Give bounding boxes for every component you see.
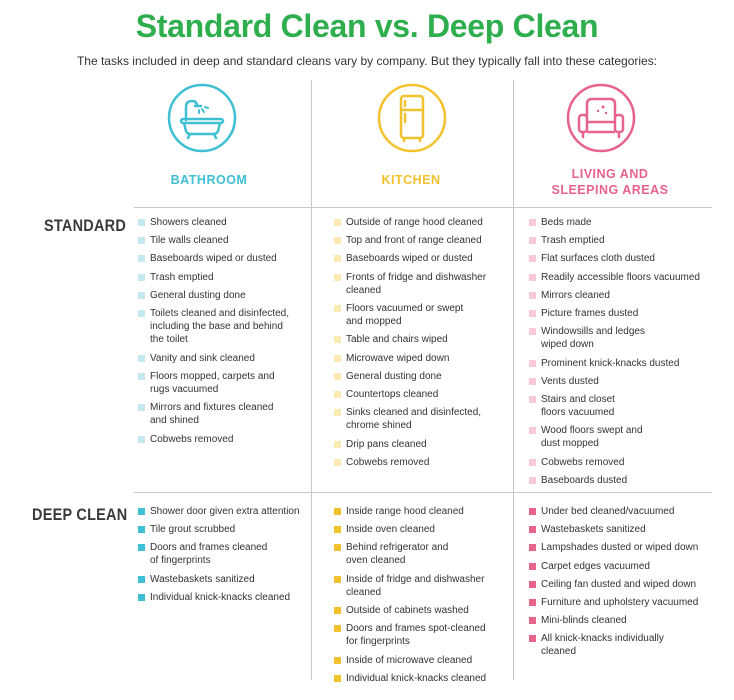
bullet-square	[529, 459, 536, 466]
bullet-square	[529, 310, 536, 317]
list-item-text: Readily accessible floors vacuumed	[541, 271, 700, 283]
list-item	[529, 474, 627, 487]
list-item	[334, 456, 429, 469]
bullet-square	[138, 274, 145, 281]
list-item-text: Floors mopped, carpets and	[150, 370, 275, 382]
bullet-square	[529, 581, 536, 588]
list-item	[138, 573, 255, 586]
column-heading-bathroom-label: BATHROOM	[170, 173, 248, 187]
list-item	[334, 505, 464, 518]
list-item-text: Stairs and closet	[541, 394, 615, 405]
list-item-text: General dusting done	[150, 289, 246, 301]
list-item	[138, 401, 273, 427]
list-item	[334, 541, 448, 567]
bullet-square	[138, 373, 145, 380]
list-item-text: Beds made	[541, 217, 592, 228]
list-item	[334, 388, 438, 401]
list-item	[138, 252, 277, 265]
list-item-text: Ceiling fan dusted and wiped down	[541, 578, 697, 590]
bullet-square	[529, 544, 536, 551]
bullet-square	[334, 409, 341, 416]
bullet-square	[529, 508, 536, 515]
bullet-square	[334, 373, 341, 380]
bullet-square	[529, 477, 536, 484]
bullet-square	[138, 310, 145, 317]
list-item	[138, 271, 214, 284]
column-heading-living	[520, 166, 700, 198]
list-item-text: Flat surfaces cloth dusted	[541, 253, 655, 265]
list-item-text: Outside of cabinets washed	[346, 605, 469, 617]
list-item-text: Under bed cleaned/vacuumed	[541, 506, 675, 517]
list-item-text: rugs vacuumed	[150, 383, 219, 395]
list-item	[138, 523, 235, 536]
list-item-text: Baseboards wiped or dusted	[346, 253, 473, 265]
list-item-text: Outside of range hood cleaned	[346, 217, 483, 228]
bullet-square	[529, 526, 536, 533]
bullet-square	[334, 336, 341, 343]
bullet-square	[529, 219, 536, 226]
column-heading-kitchen-label: KITCHEN	[381, 173, 441, 187]
list-item-text: Countertops cleaned	[346, 389, 439, 400]
list-item	[334, 271, 486, 297]
list-item	[529, 252, 655, 265]
list-item	[334, 523, 435, 536]
bullet-square	[529, 617, 536, 624]
list-item	[334, 573, 484, 599]
list-item	[529, 307, 638, 320]
list-item	[529, 375, 599, 388]
column-heading-living-line2: SLEEPING AREAS	[551, 183, 669, 197]
bathtub-icon	[166, 82, 238, 154]
list-item-text: Table and chairs wiped	[346, 334, 448, 346]
list-item-text: cleaned	[346, 284, 382, 296]
list-item	[529, 632, 664, 658]
list-item-text: Fronts of fridge and dishwasher	[346, 271, 487, 283]
bullet-square	[529, 635, 536, 642]
bullet-square	[334, 391, 341, 398]
bullet-square	[529, 328, 536, 335]
list-item	[138, 216, 227, 229]
bullet-square	[529, 563, 536, 570]
list-item	[138, 505, 300, 518]
list-item-text: Wastebaskets sanitized	[541, 524, 646, 536]
fridge-icon	[376, 82, 448, 154]
list-item	[138, 591, 290, 604]
list-item-text: General dusting done	[346, 370, 442, 382]
list-item-text: of fingerprints	[150, 555, 211, 567]
list-item	[334, 672, 486, 685]
list-item	[334, 622, 486, 648]
bullet-square	[334, 219, 341, 226]
list-item	[529, 578, 696, 591]
bullet-square	[334, 544, 341, 551]
bullet-square	[334, 508, 341, 515]
list-item-text: Top and front of range cleaned	[346, 235, 482, 247]
list-item-text: cleaned	[541, 646, 577, 658]
list-item	[529, 424, 643, 450]
list-item-text: Prominent knick-knacks dusted	[541, 357, 680, 369]
bullet-square	[138, 292, 145, 299]
bullet-square	[529, 255, 536, 262]
list-item	[334, 438, 427, 451]
page-title: Standard Clean vs. Deep Clean	[135, 8, 599, 44]
list-item-text: Cobwebs removed	[150, 433, 234, 445]
list-item	[138, 234, 229, 247]
list-item	[529, 596, 698, 609]
list-item-text: Inside oven cleaned	[346, 524, 435, 536]
list-item-text: Mirrors cleaned	[541, 289, 610, 301]
list-item	[334, 252, 473, 265]
list-item-text: All knick-knacks individually	[541, 633, 664, 645]
bullet-square	[529, 360, 536, 367]
bullet-square	[138, 404, 145, 411]
list-item	[334, 406, 481, 432]
list-item-text: Tile grout scrubbed	[150, 524, 236, 536]
list-item	[334, 302, 463, 328]
list-item	[529, 456, 624, 469]
list-item-text: oven cleaned	[346, 555, 406, 567]
row-divider	[134, 492, 712, 493]
column-heading-bathroom	[134, 172, 284, 188]
list-item-text: Cobwebs removed	[541, 456, 625, 468]
list-item	[334, 234, 482, 247]
list-item-text: Furniture and upholstery vacuumed	[541, 597, 699, 608]
list-item-text: Inside range hood cleaned	[346, 506, 464, 517]
list-item-text: wiped down	[541, 339, 594, 351]
list-item-text: Baseboards wiped or dusted	[150, 253, 277, 265]
column-heading-kitchen	[336, 172, 486, 188]
list-item-text: Individual knick-knacks cleaned	[346, 673, 487, 684]
bullet-square	[529, 292, 536, 299]
bullet-square	[529, 396, 536, 403]
bullet-square	[334, 459, 341, 466]
row-label-deep: DEEP CLEAN	[32, 505, 128, 524]
list-item	[334, 370, 442, 383]
bullet-square	[529, 274, 536, 281]
bullet-square	[138, 508, 145, 515]
list-item	[334, 352, 449, 365]
list-item	[334, 654, 472, 667]
list-item	[529, 541, 698, 554]
list-item	[334, 604, 469, 617]
list-item-text: Floors vacuumed or swept	[346, 303, 464, 314]
list-item-text: Carpet edges vacuumed	[541, 560, 650, 572]
list-item-text: Inside of fridge and dishwasher	[346, 573, 485, 585]
list-item-text: Mini-blinds cleaned	[541, 615, 627, 627]
list-item-text: Showers cleaned	[150, 217, 227, 228]
list-item-text: the toilet	[150, 334, 188, 345]
bullet-square	[138, 219, 145, 226]
bullet-square	[138, 594, 145, 601]
bullet-square	[138, 237, 145, 244]
bullet-square	[334, 274, 341, 281]
list-item-text: chrome shined	[346, 420, 412, 432]
column-divider	[513, 80, 514, 680]
list-item-text: Wood floors swept and	[541, 425, 643, 437]
list-item-text: for fingerprints	[346, 636, 410, 648]
bullet-square	[334, 607, 341, 614]
list-item-text: Shower door given extra attention	[150, 506, 300, 517]
bullet-square	[138, 576, 145, 583]
list-item	[529, 560, 650, 573]
list-item-text: and mopped	[346, 316, 402, 327]
bullet-square	[334, 576, 341, 583]
list-item	[138, 370, 275, 396]
bullet-square	[334, 305, 341, 312]
bullet-square	[334, 675, 341, 682]
list-item-text: Drip pans cleaned	[346, 438, 427, 450]
list-item	[529, 357, 679, 370]
list-item	[138, 433, 233, 446]
list-item-text: Sinks cleaned and disinfected,	[346, 407, 482, 419]
list-item-text: Doors and frames spot-cleaned	[346, 623, 486, 635]
list-item	[138, 541, 267, 567]
list-item-text: Trash emptied	[150, 271, 214, 283]
list-item-text: Tile walls cleaned	[150, 235, 229, 247]
bullet-square	[138, 526, 145, 533]
list-item	[138, 289, 246, 302]
list-item	[138, 307, 289, 346]
armchair-icon	[565, 82, 637, 154]
list-item	[529, 505, 674, 518]
list-item	[529, 271, 700, 284]
row-label-standard: STANDARD	[44, 216, 127, 235]
list-item	[529, 393, 615, 419]
list-item-text: Inside of microwave cleaned	[346, 654, 473, 666]
list-item-text: including the base and behind	[150, 321, 283, 332]
bullet-square	[334, 657, 341, 664]
bullet-square	[138, 255, 145, 262]
bullet-square	[334, 441, 341, 448]
bullet-square	[334, 355, 341, 362]
list-item-text: Baseboards dusted	[541, 475, 628, 486]
bullet-square	[334, 237, 341, 244]
list-item	[334, 333, 448, 346]
list-item-text: Behind refrigerator and	[346, 542, 449, 554]
list-item	[529, 289, 610, 302]
list-item-text: floors vacuumed	[541, 407, 615, 418]
list-item-text: Doors and frames cleaned	[150, 542, 268, 554]
bullet-square	[334, 526, 341, 533]
list-item	[334, 216, 483, 229]
list-item	[529, 523, 646, 536]
list-item	[529, 234, 605, 247]
bullet-square	[529, 599, 536, 606]
list-item-text: Mirrors and fixtures cleaned	[150, 402, 274, 414]
bullet-square	[334, 625, 341, 632]
list-item	[529, 614, 627, 627]
list-item	[138, 352, 255, 365]
list-item-text: Individual knick-knacks cleaned	[150, 592, 291, 603]
bullet-square	[138, 436, 145, 443]
list-item	[529, 325, 645, 351]
list-item	[529, 216, 592, 229]
bullet-square	[529, 378, 536, 385]
column-divider	[311, 80, 312, 680]
page-subtitle: The tasks included in deep and standard cleans vary by company. But they typically fall into these categories:	[76, 54, 658, 68]
row-divider	[134, 207, 712, 208]
list-item-text: Vents dusted	[541, 375, 599, 387]
bullet-square	[334, 255, 341, 262]
list-item-text: Windowsills and ledges	[541, 326, 645, 338]
list-item-text: Cobwebs removed	[346, 456, 430, 468]
list-item-text: Toilets cleaned and disinfected,	[150, 308, 289, 319]
list-item-text: dust mopped	[541, 438, 599, 450]
bullet-square	[529, 427, 536, 434]
column-heading-living-line1: LIVING AND	[571, 167, 649, 181]
list-item-text: Lampshades dusted or wiped down	[541, 542, 699, 554]
list-item-text: and shined	[150, 415, 199, 427]
bullet-square	[138, 355, 145, 362]
list-item-text: Vanity and sink cleaned	[150, 352, 255, 364]
list-item-text: Picture frames dusted	[541, 308, 639, 319]
list-item-text: Wastebaskets sanitized	[150, 573, 255, 585]
list-item-text: cleaned	[346, 586, 382, 598]
bullet-square	[529, 237, 536, 244]
list-item-text: Trash emptied	[541, 235, 605, 247]
list-item-text: Microwave wiped down	[346, 352, 450, 364]
bullet-square	[138, 544, 145, 551]
